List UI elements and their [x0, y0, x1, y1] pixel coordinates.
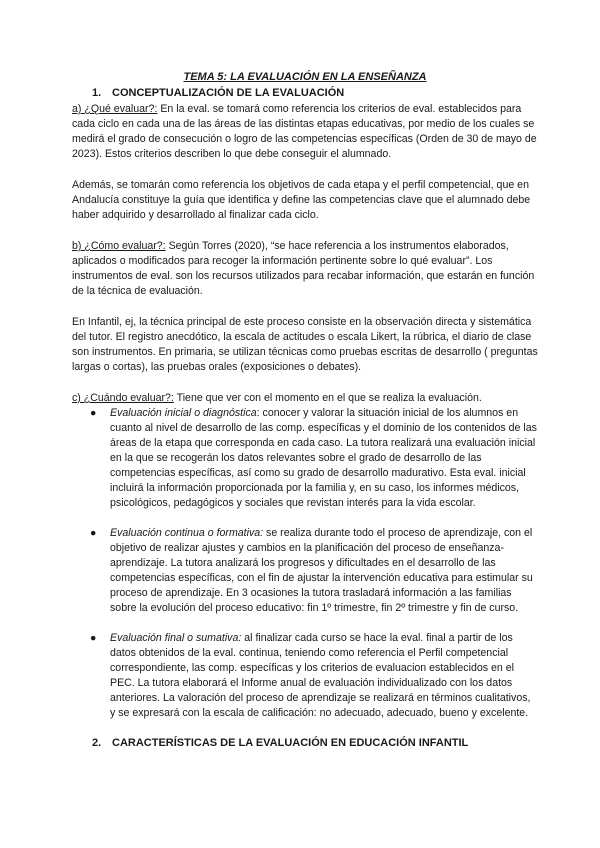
- paragraph-text: En la eval. se tomará como referencia los criterios de eval. establecidos para cada ciclo en cada una de las áreas de las distintas etapas educativas, por medio de los cuales se medirá el grado de consecución o logro de las competencias específicas (Orden de 30 de mayo de 2023). Estos criterios describen lo que debe conseguir el alumnado.: [72, 103, 537, 160]
- list-item: [72, 526, 538, 616]
- paragraph-que-evaluar: [72, 102, 538, 162]
- paragraph-como-evaluar: [72, 239, 538, 299]
- paragraph-lead: b) ¿Cómo evaluar?:: [72, 240, 166, 252]
- paragraph-lead: c) ¿Cuándo evaluar?:: [72, 392, 174, 404]
- paragraph-text: Según Torres (2020), “se hace referencia a los instrumentos elaborados, aplicados o modificados para recoger la información pertinente sobre lo qué evaluar”. Los instrumentos de eval. son los recursos utilizados para recabar información, que estarán en función de la técnica de evaluación.: [72, 240, 535, 297]
- paragraph-ademas: [72, 178, 538, 223]
- list-item-lead: Evaluación inicial o diagnóstica: [110, 407, 257, 419]
- evaluation-types-list: [72, 406, 538, 721]
- section-2-number: 2.: [92, 737, 102, 749]
- section-1-number: 1.: [92, 87, 102, 99]
- list-item: [72, 631, 538, 721]
- page-title: TEMA 5: LA EVALUACIÓN EN LA ENSEÑANZA: [183, 71, 427, 83]
- bullet-icon: ●: [90, 527, 97, 539]
- paragraph-text: Tiene que ver con el momento en el que se realiza la evaluación.: [173, 392, 482, 404]
- paragraph-text: En Infantil, ej, la técnica principal de este proceso consiste en la observación directa y sistemática del tutor. El registro anecdótico, la escala de actitudes o escala Likert, la rúbrica, el diario de clase son instrumentos. En primaria, se utilizan técnicas como pruebas escritas de desarrollo ( preguntas largas o cortas), las pruebas orales (exposiciones o debates).: [72, 316, 538, 373]
- section-1-title: CONCEPTUALIZACIÓN DE LA EVALUACIÓN: [112, 87, 345, 99]
- paragraph-cuando-evaluar: [72, 391, 538, 406]
- bullet-icon: ●: [90, 632, 97, 644]
- list-item-lead: Evaluación final o sumativa:: [110, 632, 242, 644]
- paragraph-infantil: [72, 315, 538, 375]
- list-item-text: al finalizar cada curso se hace la eval. final a partir de los datos obtenidos de la eval. continua, teniendo como referencia el Perfil competencial correspondiente, las comp. específicas y los criterios de evaluacion establecidos en el PEC. La tutora elaborará el Informe anual de evaluación individualizado con los datos anteriores. La valoración del proceso de aprendizaje se realizará en términos cualitativos, y se expresará con la escala de calificación: no adecuado, adecuado, bueno y excelente.: [110, 632, 531, 719]
- list-item-text: se realiza durante todo el proceso de aprendizaje, con el objetivo de realizar ajustes y cambios en la planificación del proceso de enseñanza-aprendizaje. La tutora analizará los progresos y dificultades en el desarrollo de las competencias específicas, con el fin de ajustar la intervención educativa para estimular su proceso de aprendizaje. En 3 ocasiones la tutora trasladará información a las familias sobre la evolución del proceso educativo: fin 1º trimestre, fin 2º trimestre y fin de curso.: [110, 527, 533, 614]
- paragraph-lead: a) ¿Qué evaluar?:: [72, 103, 158, 115]
- paragraph-text: Además, se tomarán como referencia los objetivos de cada etapa y el perfil competencial, que en Andalucía constituye la guía que identifica y define las competencias clave que el alumnado debe haber adquirido y desarrollado al finalizar cada ciclo.: [72, 179, 531, 221]
- section-1-heading: [72, 86, 538, 101]
- section-2-heading: [72, 736, 538, 751]
- list-item-text: : conocer y valorar la situación inicial de los alumnos en cuanto al nivel de desarrollo de las comp. específicas y el dominio de los contenidos de las áreas de la etapa que corresponda en cada caso. La tutora realizará una evaluación inicial en la que se recogerán los datos relevantes sobre el grado de desarrollo de las competencias específicas, así como su grado de desarrollo madurativo. Esta eval. inicial incluirá la información proporcionada por la familia y, en su caso, los informes médicos, psicológicos, pedagógicos y sociales que revistan interés para la vida escolar.: [110, 407, 537, 509]
- bullet-icon: ●: [90, 407, 97, 419]
- section-2-title: CARACTERÍSTICAS DE LA EVALUACIÓN EN EDUCACIÓN INFANTIL: [112, 737, 469, 749]
- list-item: [72, 406, 538, 511]
- list-item-lead: Evaluación continua o formativa:: [110, 527, 264, 539]
